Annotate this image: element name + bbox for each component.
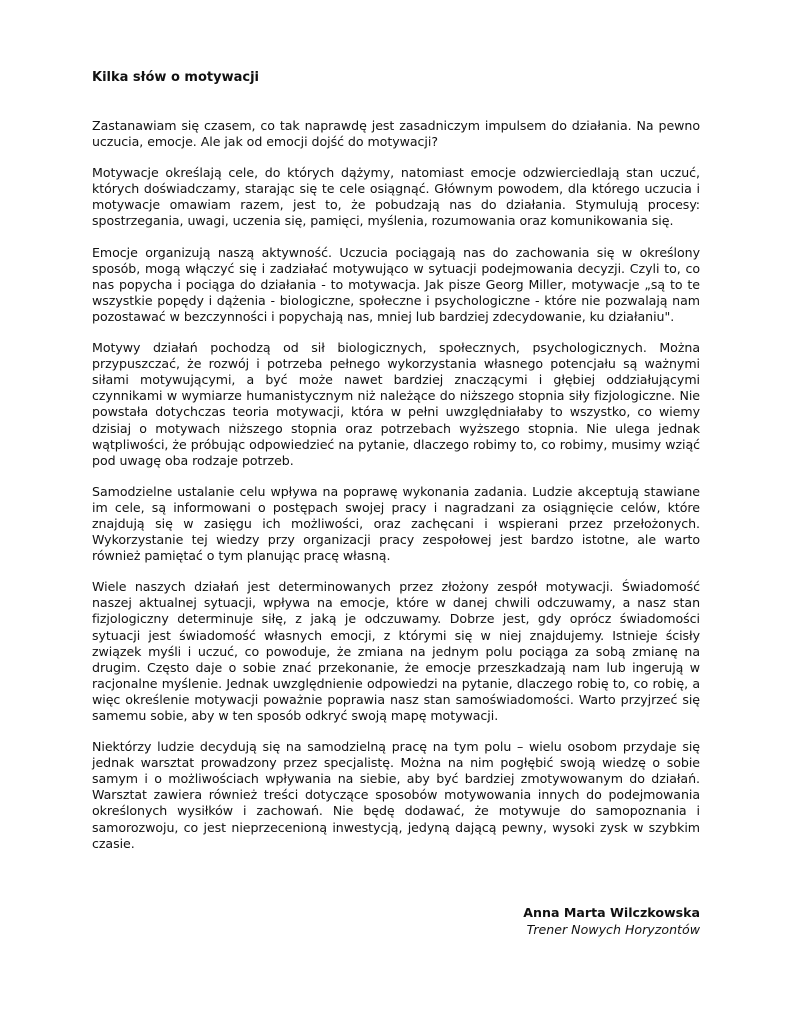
- paragraph-emotions: Emocje organizują naszą aktywność. Uczucia pociągają nas do zachowania się w określony sposób, mogą włączyć się i zadziałać motywująco w sytuacji podejmowania decyzji. Czyli to, co nas popycha i pociąga do działania - to motywacja. Jak pisze Georg Miller, motywacje „są to te wszystkie popędy i dążenia - biologiczne, społeczne i psychologiczne - które nie pozwalają nam pozostawać w bezczynności i popychają nas, mniej lub bardziej zdecydowanie, ku działaniu".: [92, 244, 700, 324]
- paragraph-self-awareness: Wiele naszych działań jest determinowanych przez złożony zespół motywacji. Świadomość naszej aktualnej sytuacji, wpływa na emocje, które w danej chwili odczuwamy, a nasz stan fizjologiczny determinuje siłę, z jaką je odczuwamy. Dobrze jest, gdy oprócz świadomości sytuacji jest świadomość własnych emocji, z którymi się w niej znajdujemy. Istnieje ścisły związek myśli i uczuć, co powoduje, że zmiana na jednym polu pociąga za sobą zmianę na drugim. Często daje o sobie znać przekonanie, że emocje przeszkadzają nam lub ingerują w racjonalne myślenie. Jednak uwzględnienie odpowiedzi na pytanie, dlaczego robię to, co robię, a więc określenie motywacji poważnie poprawia nasz stan samoświadomości. Warto przyjrzeć się samemu sobie, aby w ten sposób odkryć swoją mapę motywacji.: [92, 579, 700, 723]
- document-title: Kilka słów o motywacji: [92, 70, 259, 85]
- signature-block: [523, 904, 700, 938]
- author-name: Anna Marta Wilczkowska: [523, 905, 700, 920]
- paragraph-intro: Zastanawiam się czasem, co tak naprawdę jest zasadniczym impulsem do działania. Na pewno uczucia, emocje. Ale jak od emocji dojść do motywacji?: [92, 118, 700, 150]
- document-body: [92, 69, 700, 867]
- paragraph-motives: Motywy działań pochodzą od sił biologicznych, społecznych, psychologicznych. Można przypuszczać, że rozwój i potrzeba pełnego wykorzystania własnego potencjału są ważnymi siłami motywującymi, a być może nawet bardziej znaczącymi i głębiej oddziałującymi czynnikami w wymiarze humanistycznym niż należące do niższego stopnia siły fizjologiczne. Nie powstała dotychczas teoria motywacji, która w pełni uwzględniałaby to wszystko, co wiemy dzisiaj o motywach niższego stopnia oraz potrzebach wyższego stopnia. Nie ulega jednak wątpliwości, że próbując odpowiedzieć na pytanie, dlaczego robimy to, co robimy, musimy wziąć pod uwagę oba rodzaje potrzeb.: [92, 340, 700, 468]
- paragraph-goal-setting: Samodzielne ustalanie celu wpływa na poprawę wykonania zadania. Ludzie akceptują stawiane im cele, są informowani o postępach swojej pracy i nagradzani za osiągnięcie celów, które znajdują się w zasięgu ich możliwości, oraz zachęcani i wspierani przez przełożonych. Wykorzystanie tej wiedzy przy organizacji pracy zespołowej jest bardzo istotne, ale warto również pamiętać o tym planując pracę własną.: [92, 483, 700, 564]
- author-role: Trener Nowych Horyzontów: [526, 922, 700, 937]
- paragraph-workshop: Niektórzy ludzie decydują się na samodzielną pracę na tym polu – wielu osobom przydaje się jednak warsztat prowadzony przez specjalistę. Można na nim pogłębić swoją wiedzę o sobie samym i o możliwościach wpływania na siebie, aby być bardziej zmotywowanym do działań. Warsztat zawiera również treści dotyczące sposobów motywowania innych do podejmowania określonych wysiłków i zachowań. Nie będę dodawać, że motywuje do samopoznania i samorozwoju, co jest nieprzecenioną inwestycją, jedyną dającą pewny, wysoki zysk w szybkim czasie.: [92, 739, 700, 851]
- paragraph-motivation-definition: Motywacje określają cele, do których dążymy, natomiast emocje odzwierciedlają stan uczuć, których doświadczamy, starając się te cele osiągnąć. Głównym powodem, dla którego uczucia i motywacje omawiam razem, jest to, że pobudzają nas do działania. Stymulują procesy: spostrzegania, uwagi, uczenia się, pamięci, myślenia, rozumowania oraz komunikowania się.: [92, 165, 700, 229]
